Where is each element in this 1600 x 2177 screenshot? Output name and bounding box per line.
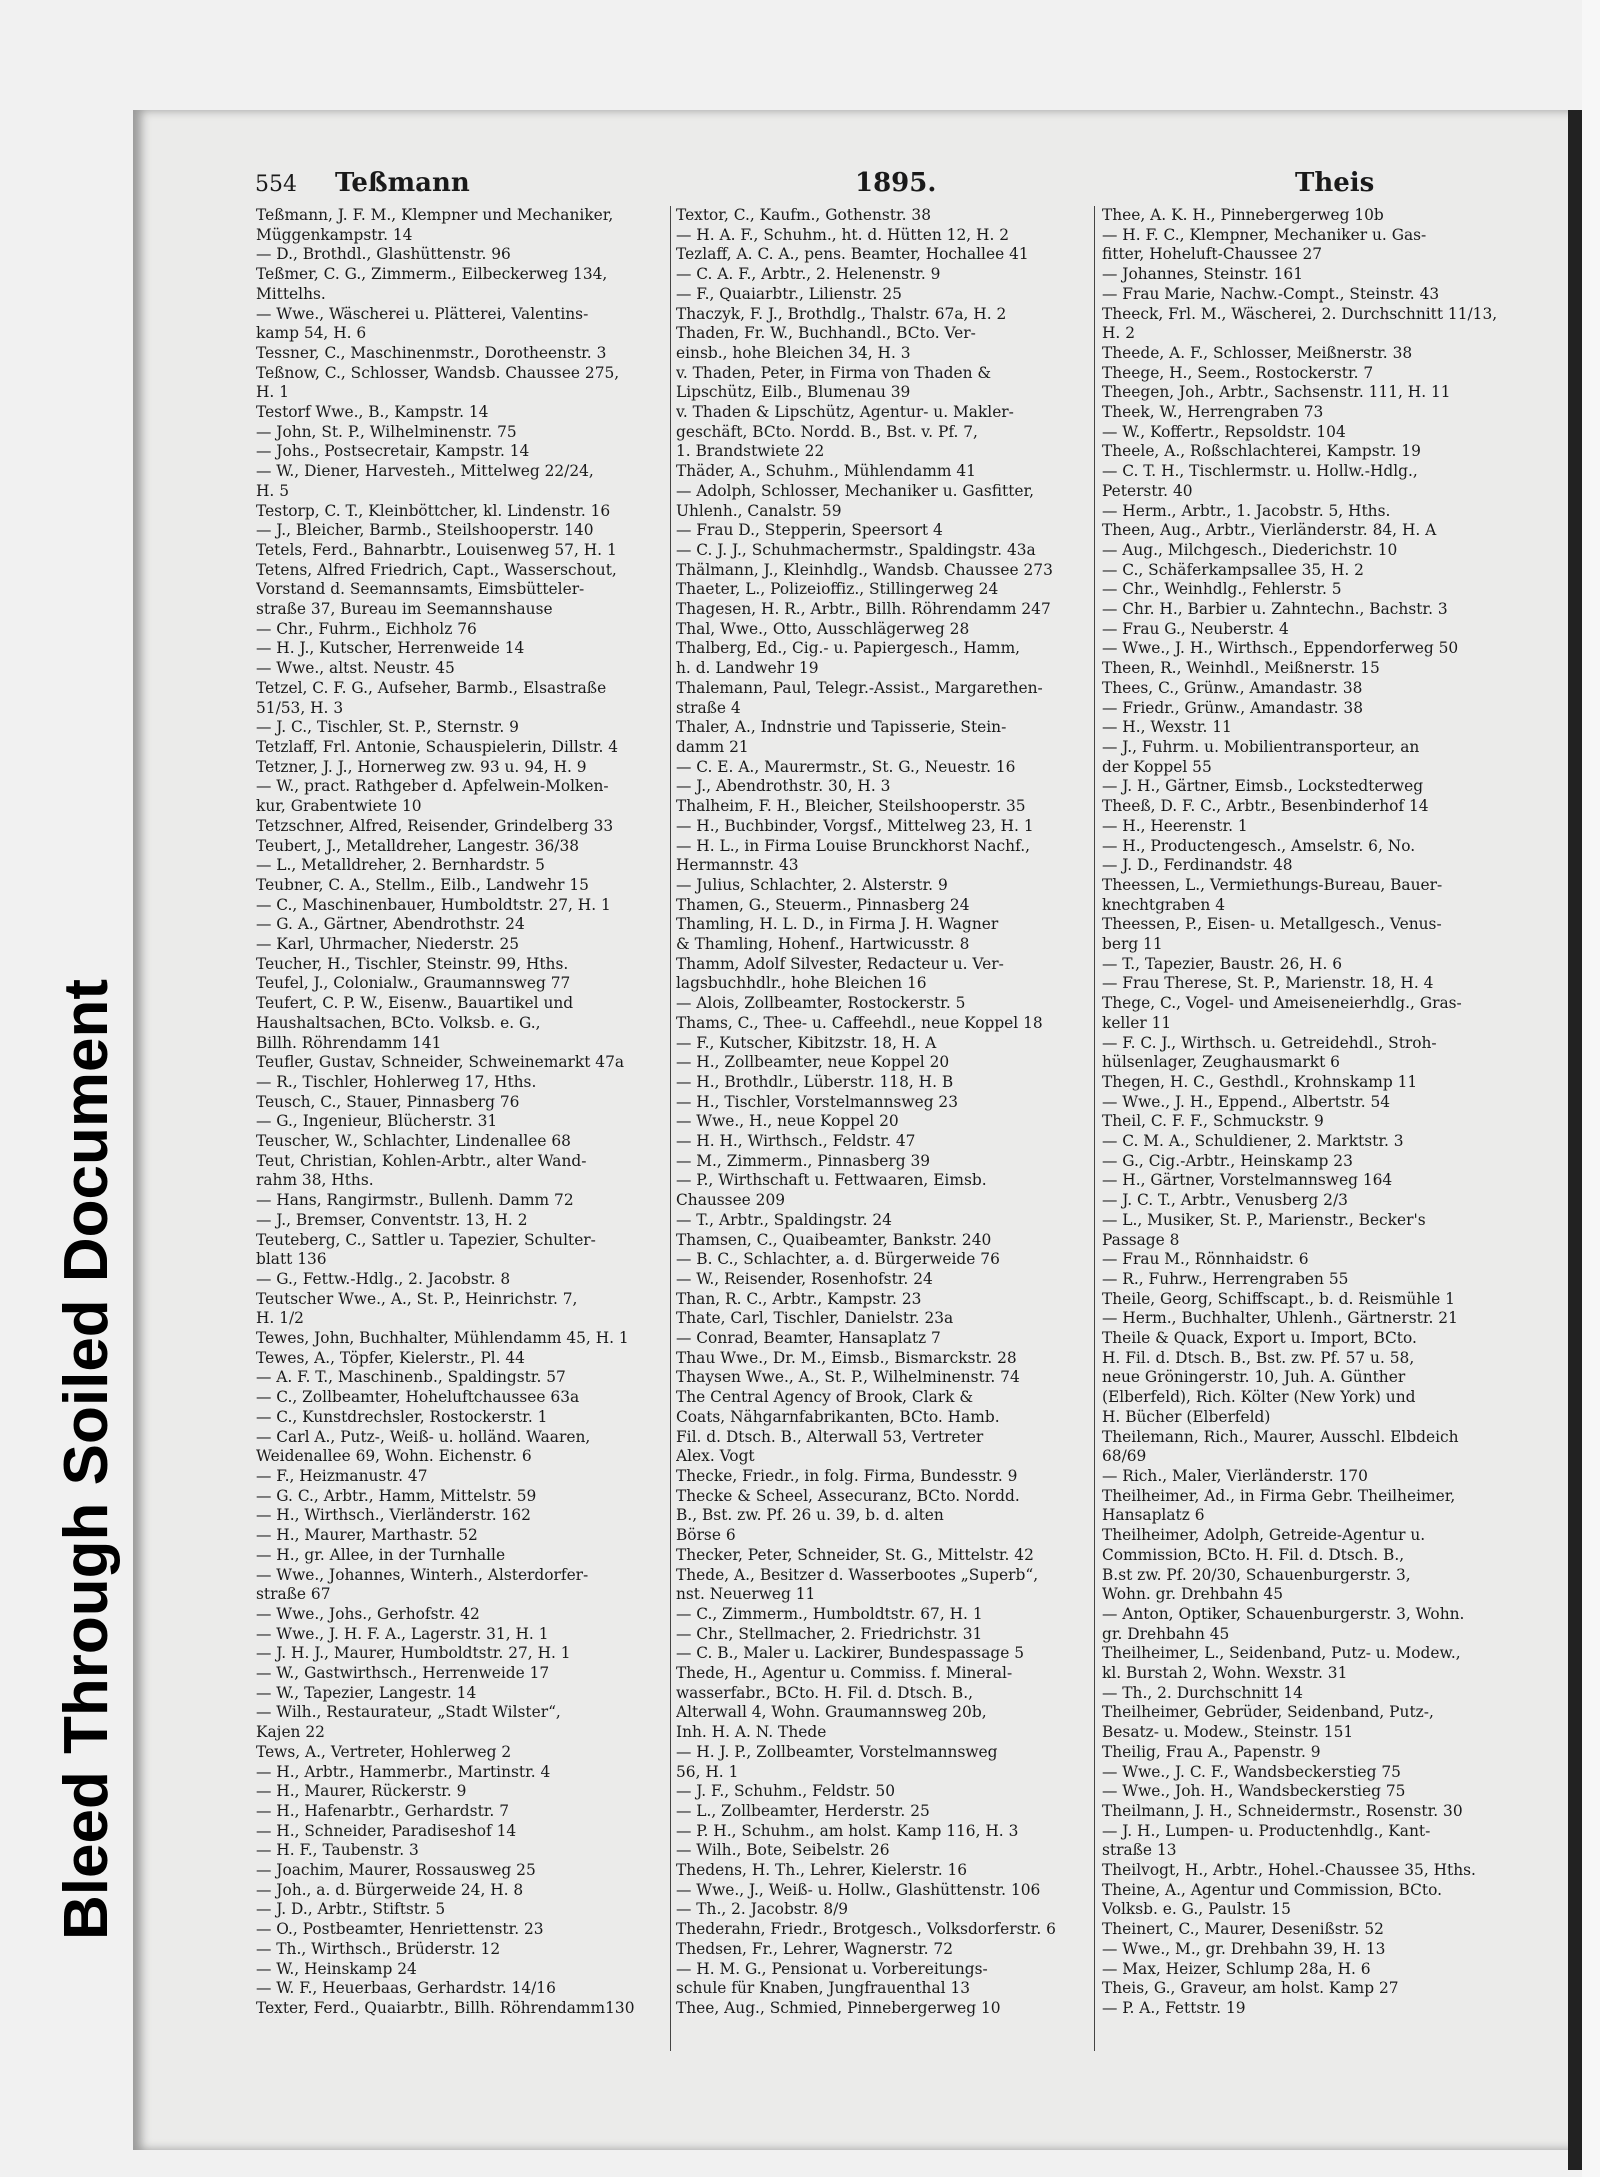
directory-entry-line: Theilheimer, Adolph, Getreide-Agentur u.: [1102, 1526, 1426, 1545]
directory-entry-line: Teutscher Wwe., A., St. P., Heinrichstr. 7,: [256, 1289, 578, 1308]
directory-entry-line: Thamling, H. L. D., in Firma J. H. Wagner: [676, 915, 999, 934]
directory-entry-line: — T., Tapezier, Baustr. 26, H. 6: [1102, 954, 1343, 973]
directory-entry-line: — C. T. H., Tischlermstr. u. Hollw.-Hdlg.,: [1102, 462, 1418, 481]
directory-entry-line: rahm 38, Hths.: [256, 1171, 374, 1190]
directory-entry-line: einsb., hohe Bleichen 34, H. 3: [676, 343, 911, 362]
page-header: [255, 168, 1375, 204]
directory-entry-line: Thaczyk, F. J., Brothdlg., Thalstr. 67a, H. 2: [676, 304, 1007, 323]
directory-entry-line: Thedens, H. Th., Lehrer, Kielerstr. 16: [676, 1861, 968, 1880]
directory-entry-line: kur, Grabentwiete 10: [256, 797, 422, 816]
directory-entry-line: v. Thaden & Lipschütz, Agentur- u. Makler-: [676, 403, 1014, 422]
directory-entry-line: — Wilh., Bote, Seibelstr. 26: [676, 1841, 890, 1860]
directory-entry-line: — W. F., Heuerbaas, Gerhardstr. 14/16: [256, 1979, 556, 1998]
directory-entry-line: Thamsen, C., Quaibeamter, Bankstr. 240: [676, 1230, 992, 1249]
directory-entry-line: Theeß, D. F. C., Arbtr., Besenbinderhof 14: [1102, 797, 1429, 816]
directory-entry-line: — R., Tischler, Hohlerweg 17, Hths.: [256, 1072, 537, 1091]
directory-entry-line: — W., Diener, Harvesteh., Mittelweg 22/24,: [256, 462, 594, 481]
directory-entry-line: — Wilh., Restaurateur, „Stadt Wilster“,: [256, 1703, 561, 1722]
directory-entry-line: — Johannes, Steinstr. 161: [1102, 265, 1304, 284]
directory-entry-line: Theek, W., Herrengraben 73: [1102, 403, 1324, 422]
directory-entry-line: — R., Fuhrw., Herrengraben 55: [1102, 1269, 1349, 1288]
directory-entry-line: — W., Tapezier, Langestr. 14: [256, 1683, 477, 1702]
directory-column-2: [676, 206, 1086, 2061]
directory-entry-line: Thalemann, Paul, Telegr.-Assist., Margarethen-: [676, 678, 1043, 697]
directory-entry-line: Theessen, L., Vermiethungs-Bureau, Bauer-: [1102, 875, 1443, 894]
directory-entry-line: — Frau Marie, Nachw.-Compt., Steinstr. 43: [1102, 284, 1440, 303]
directory-entry-line: — F., Kutscher, Kibitzstr. 18, H. A: [676, 1033, 937, 1052]
directory-entry-line: H. 5: [256, 481, 289, 500]
directory-entry-line: Theilvogt, H., Arbtr., Hohel.-Chaussee 35, Hths.: [1102, 1861, 1476, 1880]
directory-entry-line: Müggenkampstr. 14: [256, 225, 413, 244]
directory-entry-line: — Wwe., M., gr. Drehbahn 39, H. 13: [1102, 1939, 1386, 1958]
directory-entry-line: — C., Kunstdrechsler, Rostockerstr. 1: [256, 1407, 548, 1426]
directory-entry-line: — W., Reisender, Rosenhofstr. 24: [676, 1269, 933, 1288]
directory-entry-line: Thal, Wwe., Otto, Ausschlägerweg 28: [676, 619, 970, 638]
directory-entry-line: — Wwe., J. C. F., Wandsbeckerstieg 75: [1102, 1762, 1401, 1781]
directory-entry-line: Teubert, J., Metalldreher, Langestr. 36/38: [256, 836, 580, 855]
directory-entry-line: — H., Maurer, Rückerstr. 9: [256, 1782, 467, 1801]
directory-entry-line: Peterstr. 40: [1102, 481, 1193, 500]
directory-entry-line: 51/53, H. 3: [256, 698, 344, 717]
directory-entry-line: Thedsen, Fr., Lehrer, Wagnerstr. 72: [676, 1939, 954, 1958]
directory-entry-line: — C., Schäferkampsallee 35, H. 2: [1102, 560, 1364, 579]
directory-entry-line: The Central Agency of Brook, Clark &: [676, 1388, 974, 1407]
directory-entry-line: schule für Knaben, Jungfrauenthal 13: [676, 1979, 971, 1998]
directory-entry-line: — C. A. F., Arbtr., 2. Helenenstr. 9: [676, 265, 941, 284]
directory-entry-line: h. d. Landwehr 19: [676, 659, 819, 678]
directory-entry-line: Besatz- u. Modew., Steinstr. 151: [1102, 1723, 1354, 1742]
directory-entry-line: Inh. H. A. N. Thede: [676, 1723, 827, 1742]
directory-entry-line: — H., Maurer, Marthastr. 52: [256, 1526, 478, 1545]
directory-entry-line: — H. M. G., Pensionat u. Vorbereitungs-: [676, 1959, 988, 1978]
directory-entry-line: Theegen, Joh., Arbtr., Sachsenstr. 111, H. 11: [1102, 383, 1451, 402]
directory-entry-line: Tews, A., Vertreter, Hohlerweg 2: [256, 1742, 512, 1761]
directory-entry-line: Thegen, H. C., Gesthdl., Krohnskamp 11: [1102, 1072, 1418, 1091]
directory-entry-line: — H., Productengesch., Amselstr. 6, No.: [1102, 836, 1416, 855]
directory-entry-line: — J., Abendrothstr. 30, H. 3: [676, 777, 891, 796]
directory-entry-line: — C. B., Maler u. Lackirer, Bundespassage 5: [676, 1644, 1025, 1663]
directory-entry-line: — H. A. F., Schuhm., ht. d. Hütten 12, H. 2: [676, 225, 1010, 244]
directory-entry-line: — H., gr. Allee, in der Turnhalle: [256, 1545, 506, 1564]
directory-entry-line: — H., Schneider, Paradiseshof 14: [256, 1821, 517, 1840]
book-edge: [1568, 110, 1582, 2170]
directory-entry-line: Theen, Aug., Arbtr., Vierländerstr. 84, H. A: [1102, 521, 1437, 540]
directory-entry-line: — Th., 2. Jacobstr. 8/9: [676, 1900, 849, 1919]
directory-entry-line: — L., Musiker, St. P., Marienstr., Becker's: [1102, 1210, 1426, 1229]
directory-entry-line: — H. J., Kutscher, Herrenweide 14: [256, 639, 525, 658]
directory-entry-line: Thaeter, L., Polizeioffiz., Stillingerweg 24: [676, 580, 999, 599]
directory-entry-line: — H., Heerenstr. 1: [1102, 816, 1248, 835]
left-catchword: Teßmann: [335, 168, 470, 198]
directory-entry-line: Thams, C., Thee- u. Caffeehdl., neue Koppel 18: [676, 1013, 1043, 1032]
directory-entry-line: Thate, Carl, Tischler, Danielstr. 23a: [676, 1309, 954, 1328]
directory-entry-line: — C., Maschinenbauer, Humboldtstr. 27, H. 1: [256, 895, 611, 914]
directory-entry-line: neue Gröningerstr. 10, Juh. A. Günther: [1102, 1368, 1406, 1387]
directory-entry-line: — J. H., Gärtner, Eimsb., Lockstedterweg: [1102, 777, 1424, 796]
directory-entry-line: — G., Ingenieur, Blücherstr. 31: [256, 1112, 498, 1131]
directory-entry-line: — Wwe., J. H. F. A., Lagerstr. 31, H. 1: [256, 1624, 549, 1643]
directory-entry-line: Teusch, C., Stauer, Pinnasberg 76: [256, 1092, 520, 1111]
directory-entry-line: Thalberg, Ed., Cig.- u. Papiergesch., Hamm,: [676, 639, 1021, 658]
directory-entry-line: Theine, A., Agentur und Commission, BCto.: [1102, 1880, 1442, 1899]
directory-entry-line: H. 1/2: [256, 1309, 304, 1328]
directory-entry-line: wasserfabr., BCto. H. Fil. d. Dtsch. B.,: [676, 1683, 973, 1702]
directory-entry-line: Thaysen Wwe., A., St. P., Wilhelminenstr. 74: [676, 1368, 1020, 1387]
directory-entry-line: — Rich., Maler, Vierländerstr. 170: [1102, 1467, 1368, 1485]
directory-entry-line: Theil, C. F. F., Schmuckstr. 9: [1102, 1112, 1324, 1131]
directory-entry-line: — Adolph, Schlosser, Mechaniker u. Gasfitter,: [676, 481, 1035, 500]
directory-entry-line: Vorstand d. Seemannsamts, Eimsbütteler-: [256, 580, 585, 599]
directory-entry-line: Teuscher, W., Schlachter, Lindenallee 68: [256, 1132, 571, 1151]
directory-entry-line: Theessen, P., Eisen- u. Metallgesch., Venus-: [1102, 915, 1442, 934]
directory-entry-line: — Wwe., J. H., Wirthsch., Eppendorferweg 50: [1102, 639, 1459, 658]
directory-entry-line: — G., Fettw.-Hdlg., 2. Jacobstr. 8: [256, 1269, 511, 1288]
directory-entry-line: 68/69: [1102, 1447, 1147, 1466]
directory-entry-line: Uhlenh., Canalstr. 59: [676, 501, 842, 520]
directory-entry-line: — C., Zimmerm., Humboldtstr. 67, H. 1: [676, 1604, 983, 1623]
directory-entry-line: Hermannstr. 43: [676, 856, 799, 875]
directory-entry-line: fitter, Hoheluft-Chaussee 27: [1102, 245, 1323, 264]
directory-entry-line: Than, R. C., Arbtr., Kampstr. 23: [676, 1289, 922, 1308]
directory-entry-line: Kajen 22: [256, 1723, 325, 1742]
directory-entry-line: Thecker, Peter, Schneider, St. G., Mittelstr. 42: [676, 1545, 1034, 1564]
directory-entry-line: Wohn. gr. Drehbahn 45: [1102, 1585, 1283, 1604]
directory-entry-line: Theede, A. F., Schlosser, Meißnerstr. 38: [1102, 343, 1413, 362]
directory-entry-line: — Th., 2. Durchschnitt 14: [1102, 1683, 1303, 1702]
directory-entry-line: — Wwe., Wäscherei u. Plätterei, Valentins-: [256, 304, 589, 323]
directory-entry-line: Thagesen, H. R., Arbtr., Billh. Röhrendamm 247: [676, 600, 1051, 619]
directory-entry-line: — Frau G., Neuberstr. 4: [1102, 619, 1289, 638]
directory-entry-line: kamp 54, H. 6: [256, 324, 367, 343]
directory-entry-line: — H. F., Taubenstr. 3: [256, 1841, 419, 1860]
directory-entry-line: — J. C. T., Arbtr., Venusberg 2/3: [1102, 1191, 1348, 1210]
directory-entry-line: Teuteberg, C., Sattler u. Tapezier, Schulter-: [256, 1230, 596, 1249]
directory-entry-line: — H., Brothdlr., Lüberstr. 118, H. B: [676, 1072, 954, 1091]
directory-entry-line: Teufert, C. P. W., Eisenw., Bauartikel und: [256, 994, 574, 1013]
directory-entry-line: — H., Wirthsch., Vierländerstr. 162: [256, 1506, 531, 1525]
directory-entry-line: Tetzel, C. F. G., Aufseher, Barmb., Elsastraße: [256, 678, 607, 697]
directory-entry-line: Thälmann, J., Kleinhdlg., Wandsb. Chaussee 273: [676, 560, 1053, 579]
directory-entry-line: — H., Hafenarbtr., Gerhardstr. 7: [256, 1801, 509, 1820]
directory-entry-line: Tetzlaff, Frl. Antonie, Schauspielerin, Dillstr. 4: [256, 737, 619, 756]
directory-entry-line: Tezlaff, A. C. A., pens. Beamter, Hochallee 41: [676, 245, 1029, 264]
directory-entry-line: H. Bücher (Elberfeld): [1102, 1407, 1271, 1426]
directory-entry-line: knechtgraben 4: [1102, 895, 1226, 914]
directory-entry-line: — Julius, Schlachter, 2. Alsterstr. 9: [676, 875, 948, 894]
directory-entry-line: — F. C. J., Wirthsch. u. Getreidehdl., Stroh-: [1102, 1033, 1437, 1052]
directory-entry-line: Teucher, H., Tischler, Steinstr. 99, Hths.: [256, 954, 569, 973]
directory-entry-line: — G., Cig.-Arbtr., Heinskamp 23: [1102, 1151, 1353, 1170]
directory-entry-line: Tetzner, J. J., Hornerweg zw. 93 u. 94, H. 9: [256, 757, 587, 776]
directory-entry-line: — J. D., Arbtr., Stiftstr. 5: [256, 1900, 446, 1919]
directory-entry-line: der Koppel 55: [1102, 757, 1212, 776]
directory-entry-line: — J., Fuhrm. u. Mobilientransporteur, an: [1102, 737, 1420, 756]
directory-column-3: [1102, 206, 1512, 2061]
directory-entry-line: Thede, H., Agentur u. Commiss. f. Mineral-: [676, 1664, 1013, 1683]
directory-entry-line: Hansaplatz 6: [1102, 1506, 1205, 1525]
directory-entry-line: keller 11: [1102, 1013, 1172, 1032]
directory-entry-line: — H., Zollbeamter, neue Koppel 20: [676, 1053, 950, 1072]
directory-entry-line: Textor, C., Kaufm., Gothenstr. 38: [676, 206, 932, 224]
directory-entry-line: — P., Wirthschaft u. Fettwaaren, Eimsb.: [676, 1171, 987, 1190]
directory-entry-line: — Wwe., J., Weiß- u. Hollw., Glashüttenstr. 106: [676, 1880, 1041, 1899]
directory-entry-line: Commission, BCto. H. Fil. d. Dtsch. B.,: [1102, 1545, 1405, 1564]
directory-entry-line: Theeck, Frl. M., Wäscherei, 2. Durchschnitt 11/13,: [1102, 304, 1498, 323]
directory-entry-line: — H., Buchbinder, Vorgsf., Mittelweg 23, H. 1: [676, 816, 1034, 835]
directory-entry-line: Lipschütz, Eilb., Blumenau 39: [676, 383, 911, 402]
directory-entry-line: — Conrad, Beamter, Hansaplatz 7: [676, 1329, 941, 1348]
directory-entry-line: — Herm., Buchhalter, Uhlenh., Gärtnerstr. 21: [1102, 1309, 1458, 1328]
directory-entry-line: — Max, Heizer, Schlump 28a, H. 6: [1102, 1959, 1371, 1978]
directory-entry-line: Haushaltsachen, BCto. Volksb. e. G.,: [256, 1013, 541, 1032]
column-divider: [1094, 206, 1095, 2051]
directory-entry-line: Alterwall 4, Wohn. Graumannsweg 20b,: [676, 1703, 987, 1722]
directory-entry-line: — W., Koffertr., Repsoldstr. 104: [1102, 422, 1346, 441]
directory-entry-line: — H. F. C., Klempner, Mechaniker u. Gas-: [1102, 225, 1427, 244]
directory-entry-line: — H., Gärtner, Vorstelmannsweg 164: [1102, 1171, 1393, 1190]
directory-entry-line: — Carl A., Putz-, Weiß- u. holländ. Waaren,: [256, 1427, 591, 1446]
directory-entry-line: Mittelhs.: [256, 284, 326, 303]
directory-entry-line: — Herm., Arbtr., 1. Jacobstr. 5, Hths.: [1102, 501, 1391, 520]
directory-entry-line: — H., Arbtr., Hammerbr., Martinstr. 4: [256, 1762, 551, 1781]
directory-entry-line: Chaussee 209: [676, 1191, 786, 1210]
directory-entry-line: Thees, C., Grünw., Amandastr. 38: [1102, 678, 1363, 697]
directory-entry-line: & Thamling, Hohenf., Hartwicusstr. 8: [676, 935, 970, 954]
directory-entry-line: — Wwe., Johannes, Winterh., Alsterdorfer-: [256, 1565, 589, 1584]
directory-entry-line: Teufel, J., Colonialw., Graumannsweg 77: [256, 974, 571, 993]
directory-entry-line: Thecke & Scheel, Assecuranz, BCto. Nordd.: [676, 1486, 1020, 1505]
directory-entry-line: — J. H., Lumpen- u. Productenhdlg., Kant-: [1102, 1821, 1431, 1840]
directory-entry-line: — Frau Therese, St. P., Marienstr. 18, H. 4: [1102, 974, 1434, 993]
directory-entry-line: — G. A., Gärtner, Abendrothstr. 24: [256, 915, 525, 934]
directory-entry-line: — C. E. A., Maurermstr., St. G., Neuestr. 16: [676, 757, 1016, 776]
directory-entry-line: Teßmann, J. F. M., Klempner und Mechaniker,: [256, 206, 614, 224]
directory-entry-line: Tetens, Alfred Friedrich, Capt., Wasserschout,: [256, 560, 617, 579]
directory-entry-line: — W., Heinskamp 24: [256, 1959, 417, 1978]
directory-entry-line: — Chr., Stellmacher, 2. Friedrichstr. 31: [676, 1624, 983, 1643]
directory-entry-line: — Wwe., Joh. H., Wandsbeckerstieg 75: [1102, 1782, 1406, 1801]
directory-entry-line: Tewes, A., Töpfer, Kielerstr., Pl. 44: [256, 1348, 525, 1367]
directory-entry-line: — Chr., Weinhdlg., Fehlerstr. 5: [1102, 580, 1342, 599]
directory-entry-line: — C. J. J., Schuhmachermstr., Spaldingstr. 43a: [676, 540, 1036, 559]
directory-entry-line: geschäft, BCto. Nordd. B., Bst. v. Pf. 7,: [676, 422, 978, 441]
directory-entry-line: blatt 136: [256, 1250, 327, 1269]
directory-entry-line: Thee, A. K. H., Pinnebergerweg 10b: [1102, 206, 1384, 224]
directory-entry-line: v. Thaden, Peter, in Firma von Thaden &: [676, 363, 992, 382]
directory-entry-line: — F., Heizmanustr. 47: [256, 1467, 428, 1485]
directory-entry-line: B., Bst. zw. Pf. 26 u. 39, b. d. alten: [676, 1506, 944, 1525]
directory-entry-line: straße 67: [256, 1585, 331, 1604]
directory-entry-line: — H., Tischler, Vorstelmannsweg 23: [676, 1092, 959, 1111]
directory-entry-line: Weidenallee 69, Wohn. Eichenstr. 6: [256, 1447, 532, 1466]
directory-entry-line: — Chr. H., Barbier u. Zahntechn., Bachstr. 3: [1102, 600, 1448, 619]
directory-entry-line: Teßmer, C. G., Zimmerm., Eilbeckerweg 134,: [256, 265, 608, 284]
directory-entry-line: Volksb. e. G., Paulstr. 15: [1102, 1900, 1291, 1919]
directory-entry-line: — Johs., Postsecretair, Kampstr. 14: [256, 442, 530, 461]
directory-entry-line: — Frau D., Stepperin, Speersort 4: [676, 521, 943, 540]
directory-entry-line: damm 21: [676, 737, 749, 756]
directory-entry-line: — Alois, Zollbeamter, Rostockerstr. 5: [676, 994, 966, 1013]
directory-entry-line: H. 1: [256, 383, 289, 402]
directory-entry-line: Theile, Georg, Schiffscapt., b. d. Reismühle 1: [1102, 1289, 1455, 1308]
directory-entry-line: Fil. d. Dtsch. B., Alterwall 53, Vertreter: [676, 1427, 984, 1446]
directory-entry-line: Tewes, John, Buchhalter, Mühlendamm 45, H. 1: [256, 1329, 629, 1348]
directory-entry-line: Thege, C., Vogel- und Ameiseneierhdlg., Gras-: [1102, 994, 1462, 1013]
directory-entry-line: Testorp, C. T., Kleinböttcher, kl. Lindenstr. 16: [256, 501, 611, 520]
directory-entry-line: — Anton, Optiker, Schauenburgerstr. 3, Wohn.: [1102, 1604, 1465, 1623]
directory-entry-line: Thecke, Friedr., in folg. Firma, Bundesstr. 9: [676, 1467, 1018, 1485]
directory-entry-line: Tessner, C., Maschinenmstr., Dorotheenstr. 3: [256, 343, 607, 362]
directory-entry-line: — Wwe., J. H., Eppend., Albertstr. 54: [1102, 1092, 1391, 1111]
directory-entry-line: Thau Wwe., Dr. M., Eimsb., Bismarckstr. 28: [676, 1348, 1017, 1367]
directory-entry-line: — Wwe., H., neue Koppel 20: [676, 1112, 899, 1131]
directory-entry-line: Teßnow, C., Schlosser, Wandsb. Chaussee 275,: [256, 363, 620, 382]
directory-entry-line: Theilemann, Rich., Maurer, Ausschl. Elbdeich: [1102, 1427, 1459, 1446]
directory-entry-line: Thede, A., Besitzer d. Wasserbootes „Superb“,: [676, 1565, 1039, 1584]
directory-entry-line: H. 2: [1102, 324, 1135, 343]
directory-entry-line: — Aug., Milchgesch., Diederichstr. 10: [1102, 540, 1398, 559]
directory-entry-line: — J., Bremser, Conventstr. 13, H. 2: [256, 1210, 528, 1229]
directory-entry-line: Texter, Ferd., Quaiarbtr., Billh. Röhrendamm130: [256, 1998, 635, 2017]
directory-entry-line: Theilheimer, L., Seidenband, Putz- u. Modew.,: [1102, 1644, 1461, 1663]
directory-entry-line: — F., Quaiarbtr., Lilienstr. 25: [676, 284, 902, 303]
directory-entry-line: — P. H., Schuhm., am holst. Kamp 116, H. 3: [676, 1821, 1019, 1840]
directory-entry-line: gr. Drehbahn 45: [1102, 1624, 1230, 1643]
directory-column-1: [256, 206, 666, 2061]
directory-entry-line: Teufler, Gustav, Schneider, Schweinemarkt 47a: [256, 1053, 625, 1072]
page-number: 554: [255, 172, 297, 197]
directory-entry-line: Thederahn, Friedr., Brotgesch., Volksdorferstr. 6: [676, 1920, 1056, 1939]
directory-entry-line: straße 4: [676, 698, 741, 717]
directory-entry-line: Börse 6: [676, 1526, 736, 1545]
directory-entry-line: — J. H. J., Maurer, Humboldtstr. 27, H. 1: [256, 1644, 571, 1663]
directory-entry-line: — Chr., Fuhrm., Eichholz 76: [256, 619, 477, 638]
directory-entry-line: Theele, A., Roßschlachterei, Kampstr. 19: [1102, 442, 1421, 461]
directory-entry-line: Thamen, G., Steuerm., Pinnasberg 24: [676, 895, 970, 914]
directory-entry-line: Thäder, A., Schuhm., Mühlendamm 41: [676, 462, 976, 481]
directory-entry-line: — J. C., Tischler, St. P., Sternstr. 9: [256, 718, 519, 737]
year-heading: 1895.: [855, 168, 937, 198]
directory-entry-line: Theilig, Frau A., Papenstr. 9: [1102, 1742, 1321, 1761]
directory-entry-line: — G. C., Arbtr., Hamm, Mittelstr. 59: [256, 1486, 537, 1505]
directory-entry-line: H. Fil. d. Dtsch. B., Bst. zw. Pf. 57 u. 58,: [1102, 1348, 1415, 1367]
directory-entry-line: — T., Arbtr., Spaldingstr. 24: [676, 1210, 892, 1229]
directory-entry-line: B.st zw. Pf. 20/30, Schauenburgerstr. 3,: [1102, 1565, 1411, 1584]
directory-entry-line: — C. M. A., Schuldiener, 2. Marktstr. 3: [1102, 1132, 1404, 1151]
scan-margin: [1582, 0, 1600, 2177]
directory-entry-line: — L., Metalldreher, 2. Bernhardstr. 5: [256, 856, 545, 875]
column-divider: [670, 206, 671, 2051]
directory-entry-line: Theile & Quack, Export u. Import, BCto.: [1102, 1329, 1417, 1348]
directory-entry-line: (Elberfeld), Rich. Költer (New York) und: [1102, 1388, 1416, 1407]
directory-entry-line: Theilheimer, Ad., in Firma Gebr. Theilheimer,: [1102, 1486, 1456, 1505]
directory-entry-line: Theege, H., Seem., Rostockerstr. 7: [1102, 363, 1374, 382]
directory-entry-line: Theilmann, J. H., Schneidermstr., Rosenstr. 30: [1102, 1801, 1463, 1820]
directory-entry-line: — H. L., in Firma Louise Brunckhorst Nachf.,: [676, 836, 1031, 855]
directory-entry-line: Teut, Christian, Kohlen-Arbtr., alter Wand-: [256, 1151, 587, 1170]
directory-entry-line: Thamm, Adolf Silvester, Redacteur u. Ver-: [676, 954, 1004, 973]
directory-entry-line: Thee, Aug., Schmied, Pinnebergerweg 10: [676, 1998, 1001, 2017]
directory-entry-line: — John, St. P., Wilhelminenstr. 75: [256, 422, 517, 441]
directory-entry-line: Alex. Vogt: [676, 1447, 755, 1466]
directory-entry-line: — Karl, Uhrmacher, Niederstr. 25: [256, 935, 520, 954]
directory-entry-line: — B. C., Schlachter, a. d. Bürgerweide 76: [676, 1250, 1000, 1269]
directory-entry-line: — O., Postbeamter, Henriettenstr. 23: [256, 1920, 544, 1939]
directory-entry-line: Passage 8: [1102, 1230, 1180, 1249]
directory-entry-line: — L., Zollbeamter, Herderstr. 25: [676, 1801, 930, 1820]
directory-entry-line: — J. D., Ferdinandstr. 48: [1102, 856, 1293, 875]
directory-entry-line: — H., Wexstr. 11: [1102, 718, 1232, 737]
directory-entry-line: Thalheim, F. H., Bleicher, Steilshooperstr. 35: [676, 797, 1026, 816]
directory-entry-line: Thaler, A., Indnstrie und Tapisserie, Stein-: [676, 718, 1007, 737]
directory-entry-line: 1. Brandstwiete 22: [676, 442, 825, 461]
directory-entry-line: — Frau M., Rönnhaidstr. 6: [1102, 1250, 1309, 1269]
directory-entry-line: kl. Burstah 2, Wohn. Wexstr. 31: [1102, 1664, 1348, 1683]
directory-entry-line: — Wwe., altst. Neustr. 45: [256, 659, 455, 678]
directory-entry-line: lagsbuchhdlr., hohe Bleichen 16: [676, 974, 927, 993]
directory-entry-line: Coats, Nähgarnfabrikanten, BCto. Hamb.: [676, 1407, 1000, 1426]
directory-entry-line: straße 37, Bureau im Seemannshause: [256, 600, 553, 619]
directory-entry-line: berg 11: [1102, 935, 1163, 954]
directory-entry-line: — W., Gastwirthsch., Herrenweide 17: [256, 1664, 550, 1683]
directory-entry-line: — M., Zimmerm., Pinnasberg 39: [676, 1151, 931, 1170]
directory-entry-line: Theis, G., Graveur, am holst. Kamp 27: [1102, 1979, 1399, 1998]
directory-entry-line: nst. Neuerweg 11: [676, 1585, 816, 1604]
directory-entry-line: Billh. Röhrendamm 141: [256, 1033, 442, 1052]
directory-entry-line: — H. H., Wirthsch., Feldstr. 47: [676, 1132, 916, 1151]
directory-entry-line: Tetzschner, Alfred, Reisender, Grindelberg 33: [256, 816, 614, 835]
directory-entry-line: Thaden, Fr. W., Buchhandl., BCto. Ver-: [676, 324, 976, 343]
directory-entry-line: — D., Brothdl., Glashüttenstr. 96: [256, 245, 511, 264]
directory-entry-line: — C., Zollbeamter, Hoheluftchaussee 63a: [256, 1388, 580, 1407]
directory-entry-line: Theen, R., Weinhdl., Meißnerstr. 15: [1102, 659, 1380, 678]
watermark-stamp: Bleed Through Soiled Document: [52, 978, 121, 1940]
directory-entry-line: — W., pract. Rathgeber d. Apfelwein-Molken-: [256, 777, 609, 796]
directory-entry-line: — Th., Wirthsch., Brüderstr. 12: [256, 1939, 501, 1958]
directory-entry-line: — Wwe., Johs., Gerhofstr. 42: [256, 1604, 480, 1623]
directory-entry-line: — J., Bleicher, Barmb., Steilshooperstr. 140: [256, 521, 594, 540]
directory-entry-line: Tetels, Ferd., Bahnarbtr., Louisenweg 57, H. 1: [256, 540, 617, 559]
directory-entry-line: straße 13: [1102, 1841, 1177, 1860]
directory-entry-line: — A. F. T., Maschinenb., Spaldingstr. 57: [256, 1368, 566, 1387]
directory-entry-line: — J. F., Schuhm., Feldstr. 50: [676, 1782, 896, 1801]
directory-entry-line: Theinert, C., Maurer, Desenißstr. 52: [1102, 1920, 1384, 1939]
directory-entry-line: Testorf Wwe., B., Kampstr. 14: [256, 403, 489, 422]
directory-entry-line: — H. J. P., Zollbeamter, Vorstelmannsweg: [676, 1742, 998, 1761]
directory-entry-line: — Joachim, Maurer, Rossausweg 25: [256, 1861, 536, 1880]
directory-entry-line: — P. A., Fettstr. 19: [1102, 1998, 1246, 2017]
right-catchword: Theis: [1295, 168, 1375, 198]
directory-entry-line: — Joh., a. d. Bürgerweide 24, H. 8: [256, 1880, 524, 1899]
directory-entry-line: hülsenlager, Zeughausmarkt 6: [1102, 1053, 1340, 1072]
directory-entry-line: 56, H. 1: [676, 1762, 739, 1781]
directory-entry-line: — Friedr., Grünw., Amandastr. 38: [1102, 698, 1363, 717]
directory-entry-line: — Hans, Rangirmstr., Bullenh. Damm 72: [256, 1191, 574, 1210]
directory-entry-line: Teubner, C. A., Stellm., Eilb., Landwehr 15: [256, 875, 589, 894]
directory-entry-line: Theilheimer, Gebrüder, Seidenband, Putz-,: [1102, 1703, 1434, 1722]
